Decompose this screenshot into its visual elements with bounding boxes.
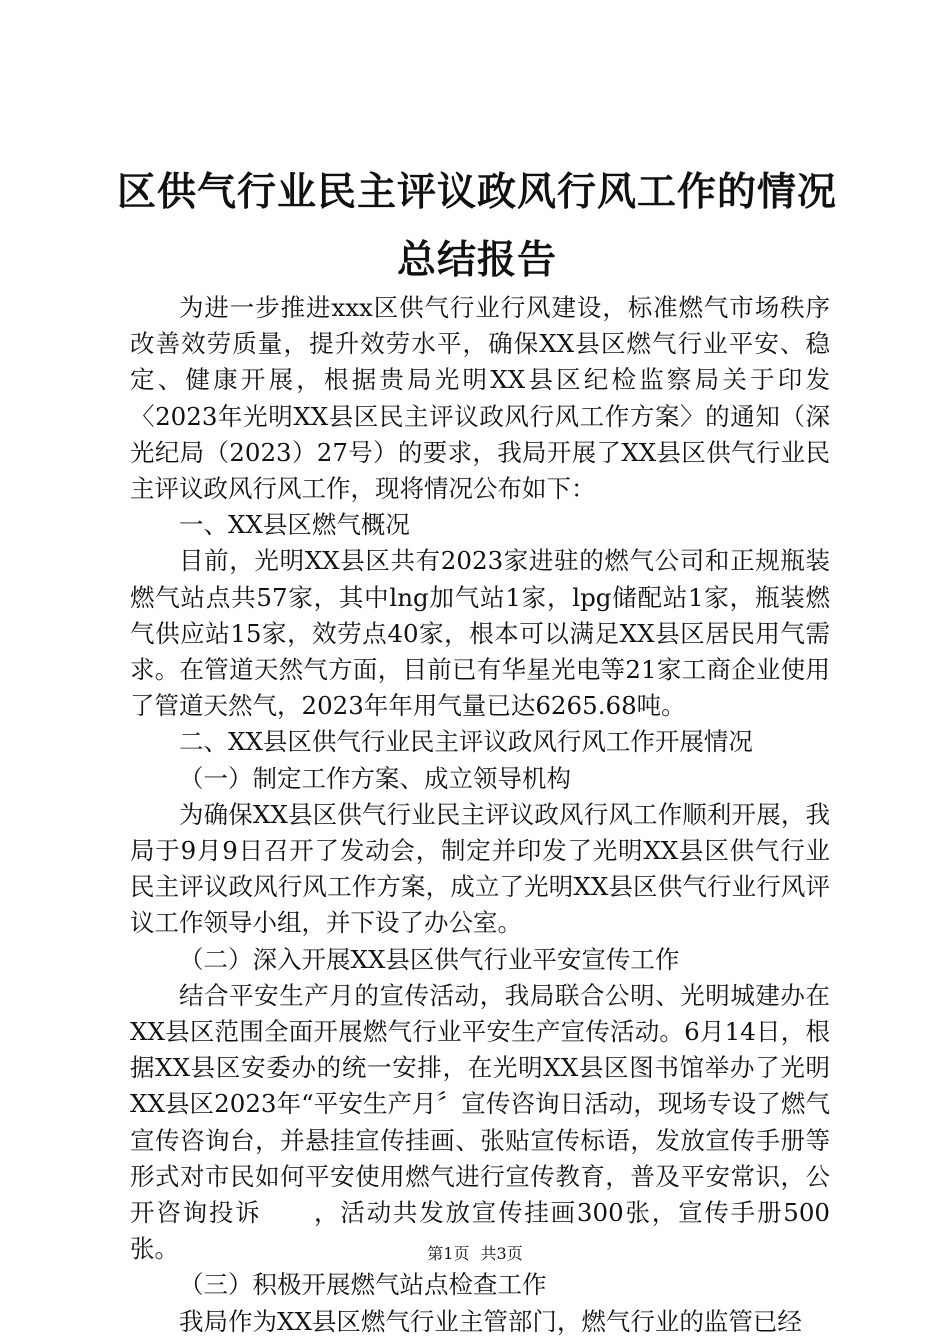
subsection-heading-2: （二）深入开展XX县区供气行业平安宣传工作 (179, 944, 680, 974)
subsection-2-paragraph: 结合平安生产月的宣传活动，我局联合公明、光明城建办在XX县区范围全面开展燃气行业平安生产宣传活动。6月14日，根据XX县区安委办的统一安排，在光明XX县区图书馆举办了光明XX县区2023年“平安生产月〞宣传咨询日活动，现场专设了燃气宣传咨询台，并悬挂宣传挂画、张贴宣传标语，发放宣传手册等形式对市民如何平安使用燃气进行宣传教育，普及平安常识，公开咨询投诉 ，活动共发放宣传挂画300张，宣传手册500张。 (130, 980, 830, 1264)
subsection-3-paragraph: 我局作为XX县区燃气行业主管部门，燃气行业的监管已经 (179, 1306, 802, 1336)
section-1-paragraph: 目前，光明XX县区共有2023家进驻的燃气公司和正规瓶装燃气站点共57家，其中lng加气站1家，lpg储配站1家，瓶装燃气供应站15家，效劳点40家，根本可以满足XX县区居民用气需求。在管道天然气方面，目前已有华星光电等21家工商企业使用了管道天然气，2023年年用气量已达6265.68吨。 (130, 546, 830, 721)
page-footer (0, 1243, 950, 1265)
subsection-1-paragraph: 为确保XX县区供气行业民主评议政风行风工作顺利开展，我局于9月9日召开了发动会，制定并印发了光明XX县区供气行业民主评议政风行风工作方案，成立了光明XX县区供气行业行风评议工作领导小组，并下设了办公室。 (130, 799, 830, 938)
page-total: 共3页 (480, 1244, 523, 1263)
subsection-heading-3: （三）积极开展燃气站点检查工作 (179, 1270, 547, 1300)
document-body (130, 290, 830, 1340)
section-heading-2: 二、XX县区供气行业民主评议政风行风工作开展情况 (179, 727, 753, 757)
page-title: 区供气行业民主评议政风行风工作的情况总结报告 (116, 169, 837, 283)
page-number: 第1页 (427, 1244, 470, 1263)
intro-paragraph: 为进一步推进xxx区供气行业行风建设，标准燃气市场秩序改善效劳质量，提升效劳水平，确保XX县区燃气行业平安、稳定、健康开展，根据贵局光明XX县区纪检监察局关于印发〈2023年光明XX县区民主评议政风行风工作方案〉的通知（深光纪局（2023）27号）的要求，我局开展了XX县区供气行业民主评议政风行风工作，现将情况公布如下： (130, 293, 830, 504)
section-heading-1: 一、XX县区燃气概况 (179, 510, 410, 540)
subsection-heading-1: （一）制定工作方案、成立领导机构 (179, 763, 571, 793)
